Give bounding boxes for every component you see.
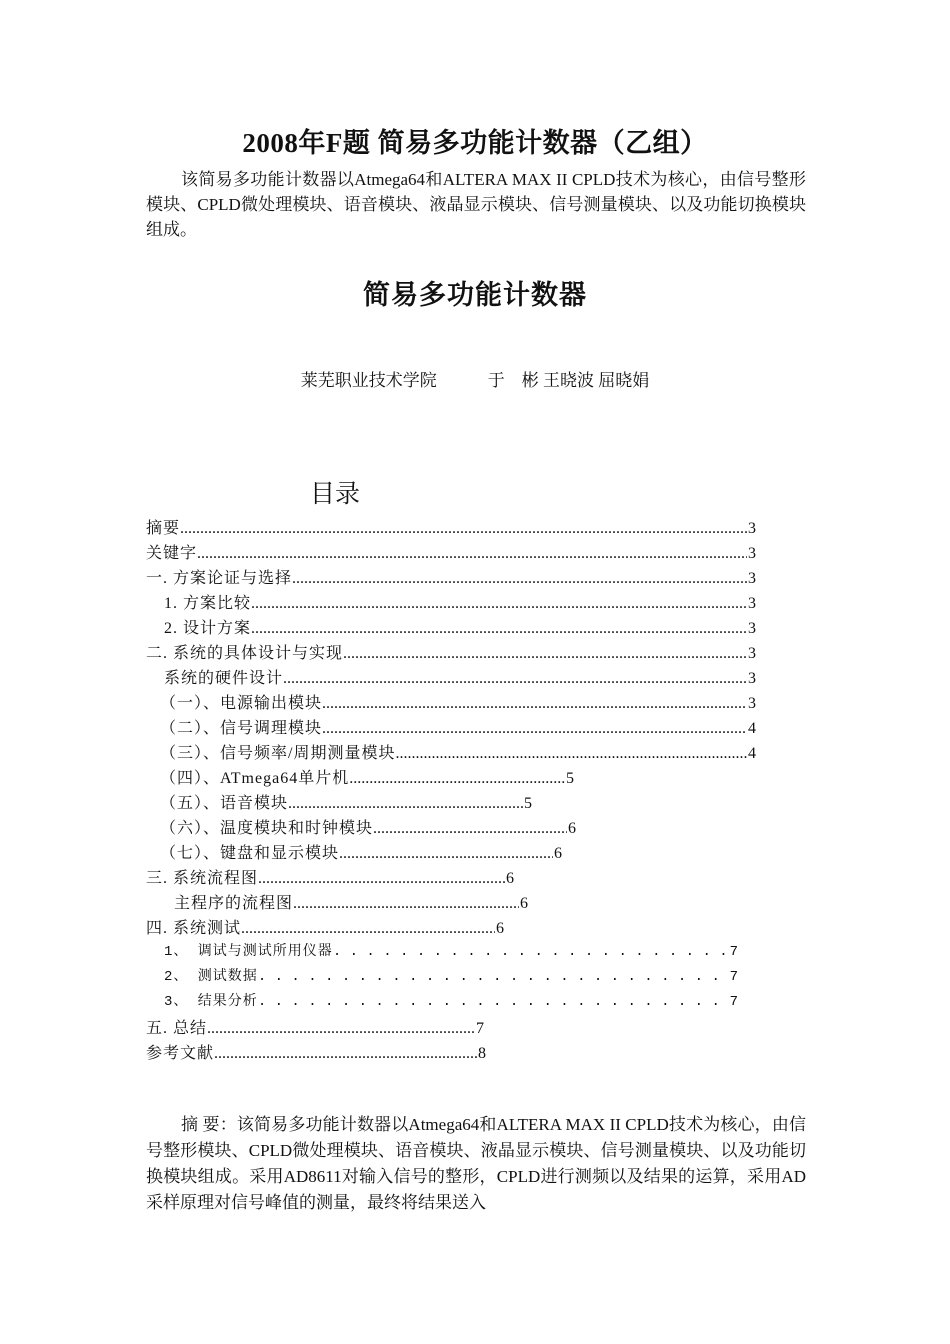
toc-entry-label: 2、 测试数据	[164, 969, 258, 985]
toc-entry[interactable]	[160, 790, 532, 814]
toc-entry[interactable]	[164, 965, 738, 989]
toc-entry[interactable]	[146, 865, 514, 889]
toc-entry-page: 4	[748, 720, 756, 737]
toc-leader-dots	[395, 745, 747, 763]
toc-leader-dots	[251, 595, 747, 613]
toc-leader-dots	[241, 920, 495, 938]
toc-entry-label: 系统的硬件设计	[164, 670, 284, 687]
toc-entry-page: 6	[520, 895, 528, 912]
toc-leader-dots	[180, 520, 747, 538]
toc-entry[interactable]	[160, 715, 756, 739]
paper-title: 简易多功能计数器	[363, 280, 587, 310]
toc-entry-page: 3	[748, 620, 756, 637]
toc-leader-dots	[283, 670, 747, 688]
toc-leader-dots	[322, 695, 747, 713]
toc-entry-page: 7	[729, 969, 738, 985]
toc-entry[interactable]	[146, 640, 756, 664]
toc-entry-page: 6	[496, 920, 504, 937]
toc-leader-dots	[349, 770, 565, 788]
toc-entry-page: 7	[729, 944, 738, 960]
toc-leader-dots	[258, 870, 505, 888]
toc-entry-page: 3	[748, 645, 756, 662]
toc-entry[interactable]	[164, 615, 756, 639]
toc-entry-page: 7	[729, 994, 738, 1010]
toc-entry[interactable]	[146, 1015, 484, 1039]
toc-leader-dots	[251, 620, 747, 638]
authors-line: 莱芜职业技术学院 于 彬 王晓波 屈晓娟	[300, 371, 650, 390]
toc-leader-dots	[214, 1045, 477, 1063]
toc-entry-page: 3	[748, 570, 756, 587]
toc-entry[interactable]	[160, 765, 574, 789]
toc-entry-label: 一. 方案论证与选择	[146, 570, 293, 587]
toc-entry-label: 三. 系统流程图	[146, 870, 259, 887]
toc-entry-page: 6	[506, 870, 514, 887]
main-title: 2008年F题 简易多功能计数器（乙组）	[242, 128, 708, 158]
toc-entry[interactable]	[160, 840, 562, 864]
toc-entry-page: 5	[566, 770, 574, 787]
toc-leader-dots	[207, 1020, 475, 1038]
toc-leader-dots	[333, 944, 729, 960]
toc-entry-page: 8	[478, 1045, 486, 1062]
toc-entry[interactable]	[164, 665, 756, 689]
toc-entry-label: （二）、信号调理模块	[160, 720, 323, 737]
toc-entry[interactable]	[164, 590, 756, 614]
toc-entry-page: 3	[748, 595, 756, 612]
toc-heading: 目录	[310, 480, 361, 508]
toc-leader-dots	[322, 720, 747, 738]
intro-paragraph: 该简易多功能计数器以Atmega64和ALTERA MAX II CPLD技术为核心，由信号整形模块、CPLD微处理模块、语音模块、液晶显示模块、信号测量模块、以及功能切换模块组成。	[146, 170, 806, 239]
toc-entry[interactable]	[164, 940, 738, 964]
toc-entry[interactable]	[164, 990, 738, 1014]
toc-entry-page: 4	[748, 745, 756, 762]
toc-entry[interactable]	[160, 740, 756, 764]
toc-leader-dots	[258, 969, 729, 985]
toc-entry-page: 6	[568, 820, 576, 837]
toc-entry-label: （六）、温度模块和时钟模块	[160, 820, 374, 837]
toc-entry-label: 参考文献	[146, 1045, 215, 1062]
toc-leader-dots	[339, 845, 553, 863]
toc-entry-page: 3	[748, 670, 756, 687]
toc-leader-dots	[373, 820, 567, 838]
toc-entry[interactable]	[160, 690, 756, 714]
abstract-paragraph: 摘 要：该简易多功能计数器以Atmega64和ALTERA MAX II CPLD技术为核心，由信号整形模块、CPLD微处理模块、语音模块、液晶显示模块、信号测量模块、以及功能切换模块组成。采用AD8611对输入信号的整形，CPLD进行测频以及结果的运算，采用AD采样原理对信号峰值的测量，最终将结果送入	[146, 1115, 806, 1212]
toc-entry-page: 7	[476, 1020, 484, 1037]
toc-entry-label: 主程序的流程图	[174, 895, 294, 912]
toc-entry[interactable]	[146, 915, 504, 939]
toc-entry-label: 五. 总结	[146, 1020, 208, 1037]
toc-entry-page: 6	[554, 845, 562, 862]
toc-entry-label: （四）、ATmega64单片机	[160, 770, 350, 787]
toc-entry-label: 1. 方案比较	[164, 595, 252, 612]
toc-leader-dots	[343, 645, 747, 663]
toc-entry-page: 3	[748, 520, 756, 537]
toc-entry-page: 3	[748, 695, 756, 712]
toc-entry-label: （一）、电源输出模块	[160, 695, 323, 712]
toc-entry-label: （七）、键盘和显示模块	[160, 845, 340, 862]
toc-entry-label: 3、 结果分析	[164, 994, 258, 1010]
toc-entry-label: 二. 系统的具体设计与实现	[146, 645, 344, 662]
toc-leader-dots	[288, 795, 523, 813]
toc-entry[interactable]	[146, 1040, 486, 1064]
toc-entry[interactable]	[160, 815, 576, 839]
toc-entry-label: （三）、信号频率/周期测量模块	[160, 745, 396, 762]
toc-entry-page: 3	[748, 545, 756, 562]
toc-leader-dots	[293, 895, 519, 913]
toc-entry-label: 2. 设计方案	[164, 620, 252, 637]
toc-entry-label: 关键字	[146, 545, 198, 562]
toc-entry[interactable]	[174, 890, 528, 914]
toc-entry-page: 5	[524, 795, 532, 812]
toc-leader-dots	[292, 570, 747, 588]
toc-entry[interactable]	[146, 540, 756, 564]
toc-entry-label: （五）、语音模块	[160, 795, 289, 812]
toc-entry-label: 1、 调试与测试所用仪器	[164, 944, 333, 960]
toc-entry-label: 摘要	[146, 520, 181, 537]
toc-entry-label: 四. 系统测试	[146, 920, 242, 937]
toc-entry[interactable]	[146, 565, 756, 589]
toc-leader-dots	[197, 545, 747, 563]
toc-leader-dots	[258, 994, 729, 1010]
toc-entry[interactable]	[146, 515, 756, 539]
